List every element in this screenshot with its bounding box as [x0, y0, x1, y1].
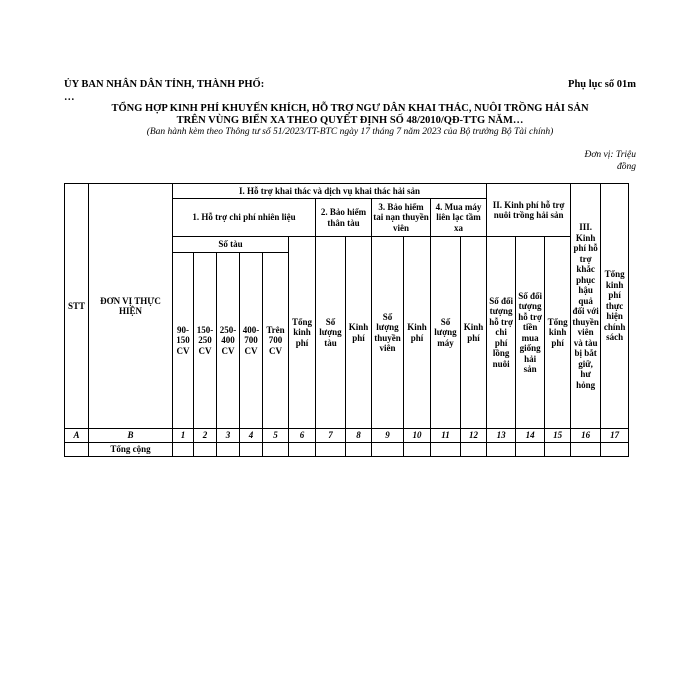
column-index-row [65, 429, 629, 443]
total-row-label: Tổng cộng [89, 443, 173, 457]
total-row-cell [545, 443, 571, 457]
index-cell: 11 [431, 429, 461, 443]
header-group-1: I. Hỗ trợ khai thác và dịch vụ khai thác hải sản [173, 184, 487, 199]
header-hull-insurance: 2. Bảo hiểm thân tàu [316, 199, 372, 237]
header-hp-90-150: 90-150 CV [173, 253, 194, 429]
total-row-cell [316, 443, 346, 457]
index-cell: 15 [545, 429, 571, 443]
index-cell: 2 [194, 429, 217, 443]
index-cell: 10 [404, 429, 431, 443]
appendix-number: Phụ lục số 01m [568, 79, 636, 90]
header-cage-recipients: Số đối tượng hỗ trợ chi phí lồng nuôi [487, 237, 516, 429]
total-row-cell [487, 443, 516, 457]
total-row [65, 443, 629, 457]
header-group-3: III. Kinh phí hỗ trợ khắc phục hậu quả đối với thuyền viên và tàu bị bắt giữ, hư hỏng [571, 184, 601, 429]
header-hp-150-250: 150-250 CV [194, 253, 217, 429]
document-title-line-1: TỔNG HỢP KINH PHÍ KHUYẾN KHÍCH, HỖ TRỢ NGƯ DÂN KHAI THÁC, NUÔI TRỒNG HẢI SẢN [111, 103, 589, 114]
document-title-line-2: TRÊN VÙNG BIỂN XA THEO QUYẾT ĐỊNH SỐ 48/2010/QĐ-TTG NĂM… [176, 115, 524, 126]
total-row-cell [601, 443, 629, 457]
index-cell: 17 [601, 429, 629, 443]
index-cell: B [89, 429, 173, 443]
total-row-cell [571, 443, 601, 457]
header-hull-count: Số lượng tàu [316, 237, 346, 429]
index-cell: 16 [571, 429, 601, 443]
index-cell: 4 [240, 429, 263, 443]
index-cell: 8 [346, 429, 372, 443]
total-row-cell [217, 443, 240, 457]
header-fuel-total: Tổng kinh phí [289, 237, 316, 429]
header-crew-count: Số lượng thuyền viên [372, 237, 404, 429]
total-row-cell [431, 443, 461, 457]
header-hp-over-700: Trên 700 CV [263, 253, 289, 429]
header-radio-purchase: 4. Mua máy liên lạc tầm xa [431, 199, 487, 237]
agency-label: ỦY BAN NHÂN DÂN TỈNH, THÀNH PHỐ: [64, 79, 265, 90]
index-cell: 12 [461, 429, 487, 443]
header-hull-cost: Kinh phí [346, 237, 372, 429]
index-cell: 3 [217, 429, 240, 443]
total-row-cell [346, 443, 372, 457]
total-row-cell [194, 443, 217, 457]
header-total-column: Tổng kinh phí thực hiện chính sách [601, 184, 629, 429]
header-aquaculture-total: Tổng kinh phí [545, 237, 571, 429]
total-row-cell [516, 443, 545, 457]
header-so-tau: Số tàu [173, 237, 289, 253]
header-seed-recipients: Số đối tượng hỗ trợ tiền mua giống hải sản [516, 237, 545, 429]
summary-table [64, 183, 629, 457]
header-don-vi: ĐƠN VỊ THỰC HIỆN [89, 184, 173, 429]
index-cell: 9 [372, 429, 404, 443]
index-cell: 6 [289, 429, 316, 443]
total-row-cell [240, 443, 263, 457]
unit-note: Đơn vị: Triệu đồng [584, 150, 636, 172]
header-group-2: II. Kinh phí hỗ trợ nuôi trồng hải sản [487, 184, 571, 237]
total-row-cell [404, 443, 431, 457]
header-hp-400-700: 400-700 CV [240, 253, 263, 429]
total-row-cell [372, 443, 404, 457]
issued-note: (Ban hành kèm theo Thông tư số 51/2023/TT-BTC ngày 17 tháng 7 năm 2023 của Bộ trưởng Bộ Tài chính) [146, 127, 554, 137]
header-crew-insurance: 3. Bảo hiểm tai nạn thuyền viên [372, 199, 431, 237]
header-crew-cost: Kinh phí [404, 237, 431, 429]
total-row-cell [461, 443, 487, 457]
index-cell: 1 [173, 429, 194, 443]
index-cell: A [65, 429, 89, 443]
header-hp-250-400: 250-400 CV [217, 253, 240, 429]
total-row-cell [173, 443, 194, 457]
index-cell: 13 [487, 429, 516, 443]
index-cell: 14 [516, 429, 545, 443]
total-row-cell [263, 443, 289, 457]
header-radio-count: Số lượng máy [431, 237, 461, 429]
header-fuel-support: 1. Hỗ trợ chi phí nhiên liệu [173, 199, 316, 237]
total-row-cell [289, 443, 316, 457]
total-row-cell [65, 443, 89, 457]
index-cell: 7 [316, 429, 346, 443]
index-cell: 5 [263, 429, 289, 443]
header-radio-cost: Kinh phí [461, 237, 487, 429]
agency-dots: … [64, 92, 75, 103]
header-stt: STT [65, 184, 89, 429]
